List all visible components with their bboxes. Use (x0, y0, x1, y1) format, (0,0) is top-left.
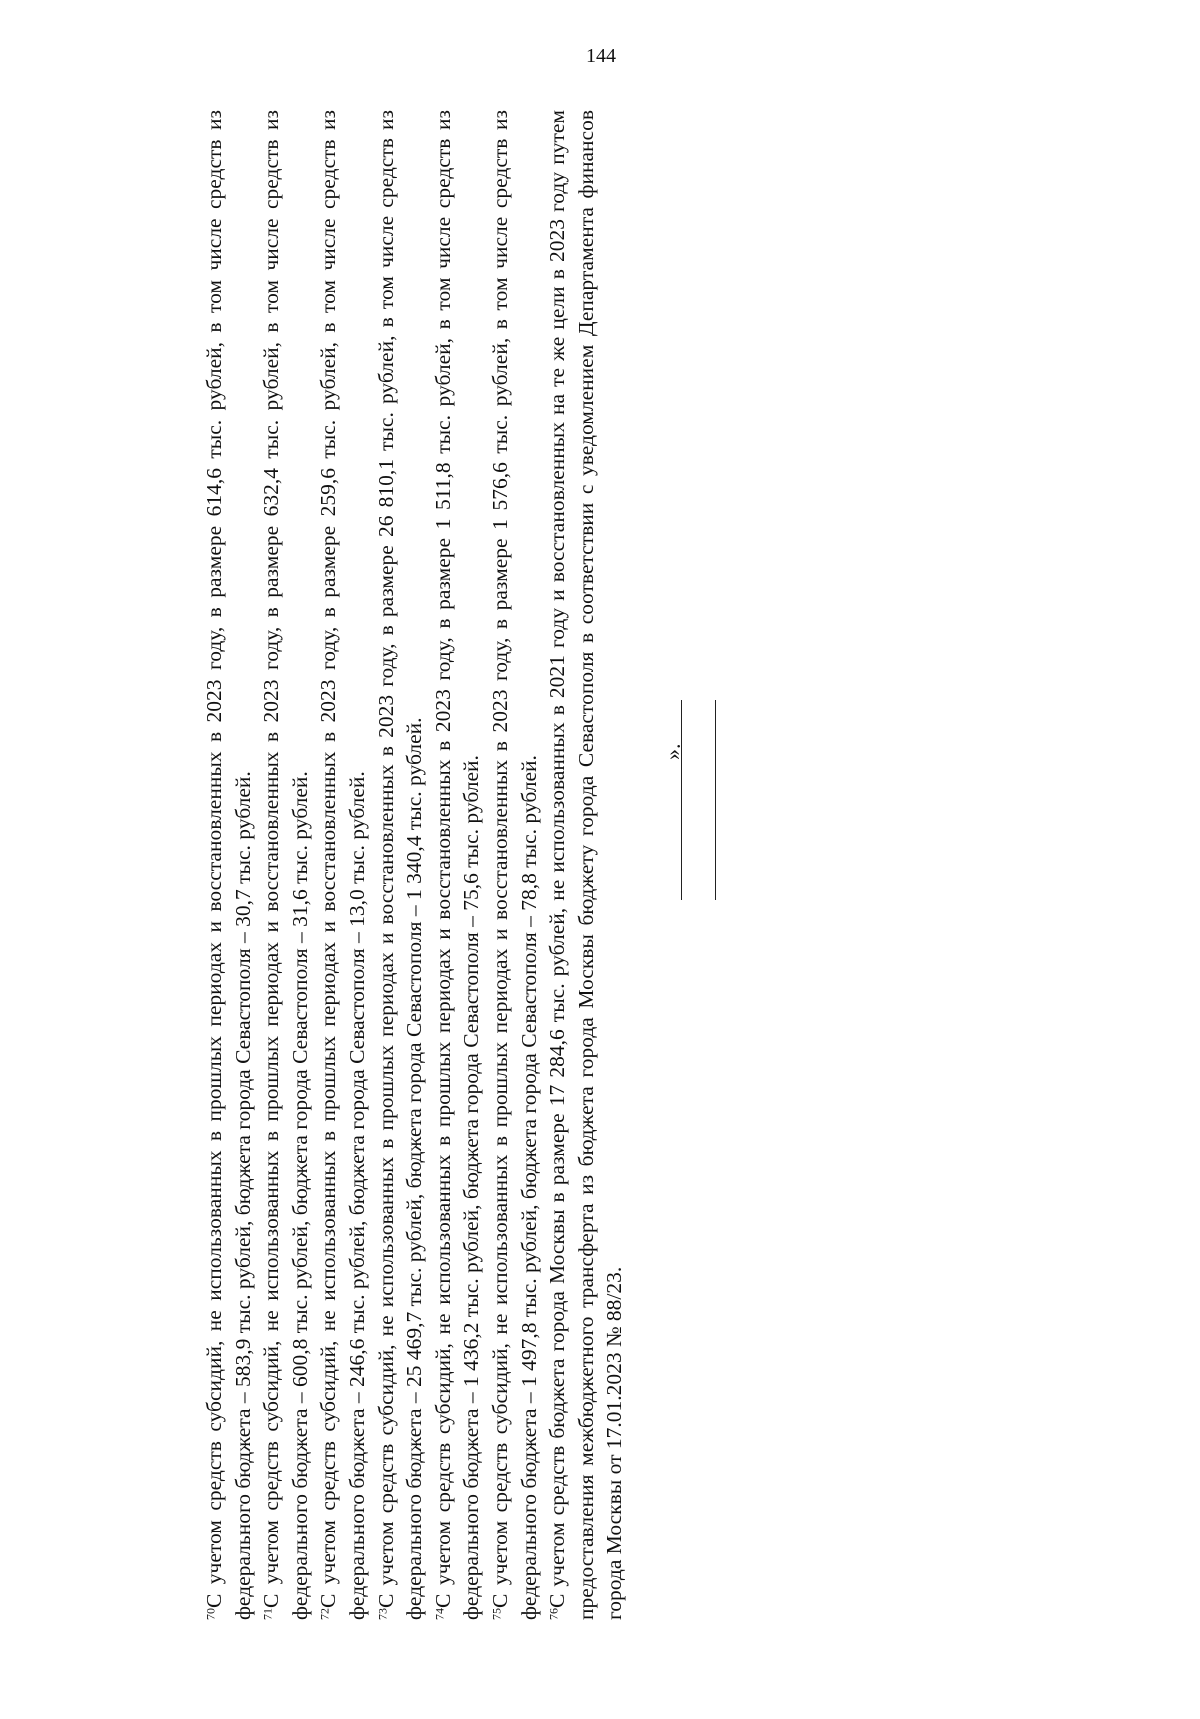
footnote-text: С учетом средств субсидий, не использованных в прошлых периодах и восстановленных в 2023 году, в размере 26 810,1 тыс. рублей, в том числе средств из федерального бюджета – 25 469,7 тыс. рублей, бюджета города Севастополя – 1 340,4 тыс. рублей. (373, 110, 427, 1620)
footnote-marker: 74 (432, 1608, 447, 1620)
footnote-marker: 71 (260, 1608, 275, 1620)
footnote-72 (314, 110, 371, 1620)
footnote-76 (543, 110, 629, 1620)
footnote-74 (429, 110, 486, 1620)
footnote-marker: 72 (317, 1608, 332, 1620)
footnote-text: С учетом средств субсидий, не использованных в прошлых периодах и восстановленных в 2023 году, в размере 259,6 тыс. рублей, в том числе средств из федерального бюджета – 246,6 тыс. рублей, бюджета города Севастополя – 13,0 тыс. рублей. (316, 110, 369, 1620)
footnote-75 (486, 110, 543, 1620)
footnote-text: С учетом средств субсидий, не использованных в прошлых периодах и восстановленных в 2023 году, в размере 1 511,8 тыс. рублей, в том числе средств из федерального бюджета – 1 436,2 тыс. рублей, бюджета города Севастополя – 75,6 тыс. рублей. (430, 110, 484, 1620)
page-number: 144 (586, 45, 616, 67)
separator-line (681, 700, 682, 900)
separator-line (715, 700, 716, 900)
footnote-70 (200, 110, 257, 1620)
footnote-marker: 76 (546, 1608, 561, 1620)
footnote-marker: 70 (203, 1608, 218, 1620)
footnote-text: С учетом средств субсидий, не использованных в прошлых периодах и восстановленных в 2023 году, в размере 614,6 тыс. рублей, в том числе средств из федерального бюджета – 583,9 тыс. рублей, бюджета города Севастополя – 30,7 тыс. рублей. (202, 110, 255, 1620)
footnote-marker: 73 (374, 1608, 389, 1620)
closing-section (659, 110, 731, 1620)
footnote-71 (257, 110, 314, 1620)
footnote-73 (372, 110, 429, 1620)
footnote-marker: 75 (489, 1608, 504, 1620)
footnote-text: С учетом средств субсидий, не использованных в прошлых периодах и восстановленных в 2023 году, в размере 1 576,6 тыс. рублей, в том числе средств из федерального бюджета – 1 497,8 тыс. рублей, бюджета города Севастополя – 78,8 тыс. рублей. (487, 110, 541, 1620)
footnote-text: С учетом средств субсидий, не использованных в прошлых периодах и восстановленных в 2023 году, в размере 632,4 тыс. рублей, в том числе средств из федерального бюджета – 600,8 тыс. рублей, бюджета города Севастополя – 31,6 тыс. рублей. (259, 110, 312, 1620)
footnotes-block (200, 110, 900, 1620)
closing-quote: ». (659, 743, 685, 760)
footnote-text: С учетом средств бюджета города Москвы в размере 17 284,6 тыс. рублей, не использованных в 2021 году и восстановленных на те же цели в 2023 году путем предоставления межбюджетного трансферта из бюджета города Москвы бюджету города Севастополя в соответствии с уведомлением Департамента финансов города Москвы от 17.01.2023 № 88/23. (545, 110, 627, 1620)
